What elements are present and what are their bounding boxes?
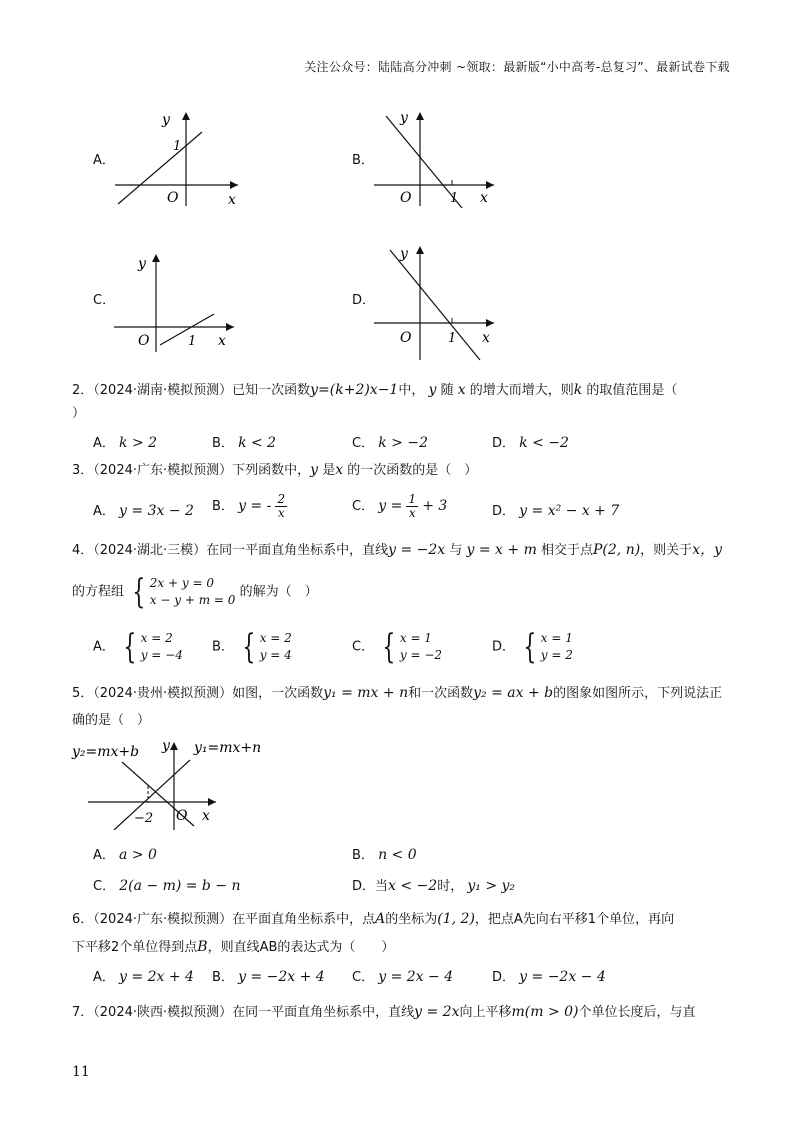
q4-stem-line1: 4．（2024·湖北·三模）在同一平面直角坐标系中，直线y = −2x 与 y = x + m 相交于点P(2, n)，则关于x，y: [72, 542, 722, 558]
q5-stem-line1: 5．（2024·贵州·模拟预测）如图，一次函数y₁ = mx + n和一次函数y₂ = ax + b的图象如图所示，下列说法正: [72, 685, 723, 701]
q5-option-d[interactable]: D．当x < −2时， y₁ > y₂: [352, 878, 516, 894]
q1c-origin: O: [138, 333, 150, 349]
page-header: 关注公众号：陆陆高分冲刺 ~领取：最新版“小中高考-总复习”、最新试卷下载: [304, 60, 730, 74]
q6-stem-line1: 6．（2024·广东·模拟预测）在平面直角坐标系中，点A的坐标为(1, 2)，把点A先向右平移1个单位，再向: [72, 911, 675, 927]
q3-stem: 3．（2024·广东·模拟预测）下列函数中，y 是x 的一次函数的是（ ）: [72, 462, 478, 478]
q3-option-d[interactable]: D． y = x² − x + 7: [492, 503, 620, 519]
q1d-origin: O: [400, 330, 412, 346]
q1-option-c-label: C．: [93, 293, 116, 308]
q1b-axis-y: y: [400, 110, 408, 126]
q6-option-d[interactable]: D． y = −2x − 4: [492, 969, 606, 985]
q1-graph-b: [370, 108, 500, 208]
q5-graph-origin: O: [176, 808, 188, 824]
q7-stem: 7．（2024·陕西·模拟预测）在同一平面直角坐标系中，直线y = 2x向上平移m(m > 0)个单位长度后，与直: [72, 1004, 696, 1020]
q5-graph-y2-label: y₂=mx+b: [72, 744, 140, 760]
q1-graph-d: [370, 240, 500, 362]
q1-option-a-label: A．: [93, 153, 115, 168]
q5-graph-neg2: −2: [134, 811, 154, 826]
q4-option-d[interactable]: D． { x = 1 y = 2: [492, 627, 573, 667]
q1d-axis-x: x: [482, 330, 490, 346]
q2-close: ）: [72, 406, 86, 421]
q4-option-a[interactable]: A． { x = 2 y = −4: [93, 627, 183, 667]
q1d-tick-1: 1: [448, 331, 457, 346]
q2-stem: 2．（2024·湖南·模拟预测）已知一次函数y=(k+2)x−1中， y 随 x 的增大而增大，则k 的取值范围是（: [72, 382, 678, 398]
q6-option-b[interactable]: B． y = −2x + 4: [212, 969, 325, 985]
q5-option-a[interactable]: A． a > 0: [93, 847, 157, 863]
q1b-origin: O: [400, 190, 412, 206]
q1c-axis-x: x: [218, 333, 226, 349]
q5-option-b[interactable]: B． n < 0: [352, 847, 417, 863]
q1a-tick-1: 1: [173, 139, 182, 154]
q1c-axis-y: y: [138, 256, 146, 272]
q4-option-b[interactable]: B． { x = 2 y = 4: [212, 627, 292, 667]
q1c-tick-1: 1: [188, 334, 197, 349]
q5-stem-line2: 确的是（ ）: [72, 713, 151, 728]
q1d-axis-y: y: [400, 246, 408, 262]
q6-stem-line2: 下平移2个单位得到点B，则直线AB的表达式为（ ）: [72, 939, 395, 955]
q2-option-c[interactable]: C． k > −2: [352, 435, 428, 451]
q5-graph: [70, 734, 290, 830]
q1a-axis-y: y: [162, 112, 170, 128]
q4-option-c[interactable]: C． { x = 1 y = −2: [352, 627, 443, 667]
q6-option-c[interactable]: C． y = 2x − 4: [352, 969, 454, 985]
q1-option-d-label: D．: [352, 293, 376, 308]
q5-graph-y1-label: y₁=mx+n: [194, 740, 262, 756]
q1-graph-a: [110, 108, 240, 208]
q6-option-a[interactable]: A． y = 2x + 4: [93, 969, 194, 985]
q1b-tick-1: 1: [450, 191, 459, 206]
q3-option-c[interactable]: C． y = $\frac{1}{x}$ + 3: [352, 492, 448, 520]
q5-option-c[interactable]: C． 2(a − m) = b − n: [93, 878, 241, 894]
q5-graph-axis-y: y: [162, 738, 170, 754]
q3-option-a[interactable]: A． y = 3x − 2: [93, 503, 194, 519]
q1-option-b-label: B．: [352, 153, 374, 168]
q2-option-a[interactable]: A． k > 2: [93, 435, 158, 451]
q3-option-b[interactable]: B． y = - $\frac{2}{x}$: [212, 492, 286, 520]
q4-stem-line2: 的方程组 { 2x + y = 0 x − y + m = 0 的解为（ ）: [72, 572, 318, 612]
q1a-axis-x: x: [228, 192, 236, 208]
q2-option-b[interactable]: B． k < 2: [212, 435, 277, 451]
q1a-origin: O: [167, 190, 179, 206]
q5-graph-axis-x: x: [202, 808, 210, 824]
q2-option-d[interactable]: D． k < −2: [492, 435, 569, 451]
q1-graph-c: [110, 246, 240, 356]
q1b-axis-x: x: [480, 190, 488, 206]
page-number: 11: [72, 1064, 90, 1080]
